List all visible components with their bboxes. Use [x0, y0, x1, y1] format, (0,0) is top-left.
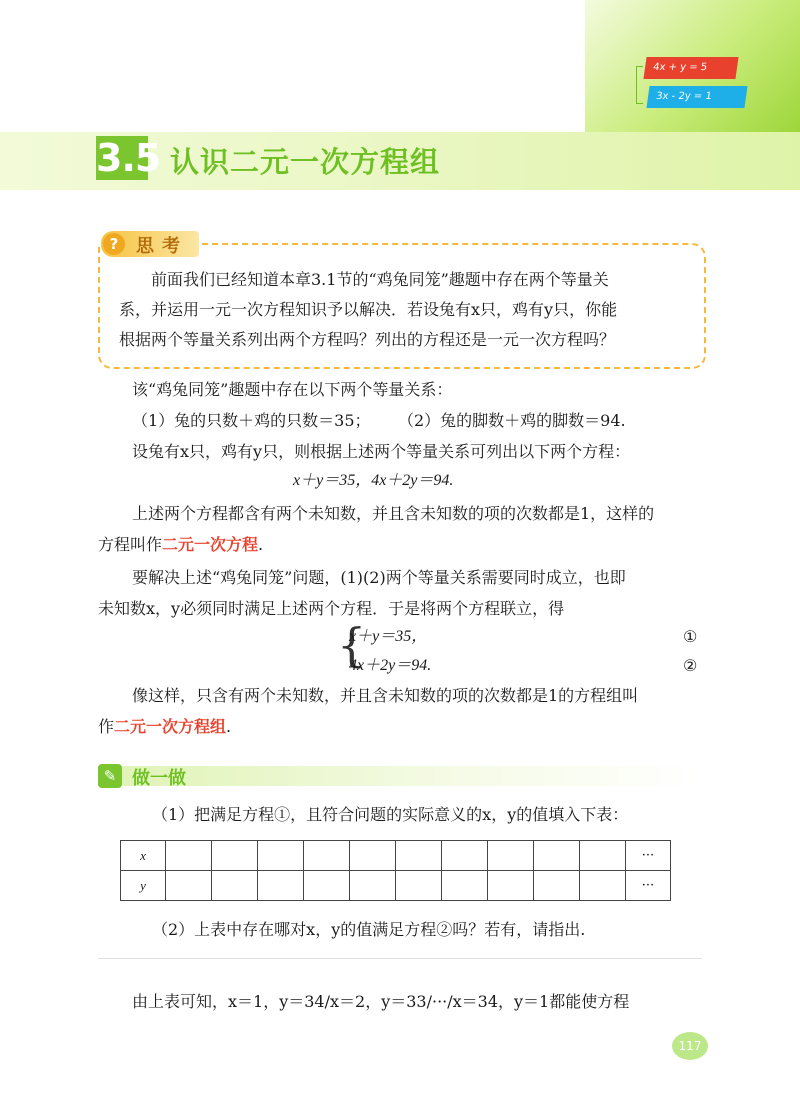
lightbulb-icon: ?: [103, 233, 125, 255]
row-label-y: y: [121, 871, 166, 901]
row-label-x: x: [121, 841, 166, 871]
ribbon-equation-1: 4x + y = 5: [643, 57, 738, 79]
doit-question-1: （1）把满足方程①，且符合问题的实际意义的x，y的值填入下表：: [152, 805, 629, 824]
section-title: 认识二元一次方程组: [170, 145, 441, 179]
table-cell: [488, 841, 534, 871]
table-cell: [580, 841, 626, 871]
think-line-1: 前面我们已经知道本章3.1节的“鸡兔同笼”趣题中存在两个等量关: [151, 270, 609, 289]
relation-1: （1）兔的只数＋鸡的只数＝35；: [132, 411, 371, 430]
system-brace: {: [337, 618, 367, 672]
paragraph-3b-prefix: 方程叫作: [98, 535, 163, 554]
term-linear-equation-two-vars: 二元一次方程: [162, 535, 259, 554]
section-number: 3.5: [96, 136, 161, 180]
table-cell: [304, 871, 350, 901]
table-cell: [350, 841, 396, 871]
paragraph-4a: 要解决上述“鸡兔同笼”问题，(1)(2)两个等量关系需要同时成立，也即: [132, 568, 626, 587]
table-cell: [442, 841, 488, 871]
paragraph-2: 设兔有x只，鸡有y只，则根据上述两个等量关系可列出以下两个方程：: [132, 442, 631, 461]
doit-label: 做一做: [132, 768, 186, 789]
equation-mark-2: ②: [683, 656, 698, 675]
table-cell: [534, 841, 580, 871]
paragraph-1: 该“鸡兔同笼”趣题中存在以下两个等量关系：: [132, 380, 453, 399]
relation-2: （2）兔的脚数＋鸡的脚数＝94.: [398, 411, 626, 430]
paragraph-5a: 像这样，只含有两个未知数，并且含未知数的项的次数都是1的方程组叫: [132, 686, 639, 705]
paragraph-5b-prefix: 作: [98, 717, 115, 736]
formula-pair: x＋y＝35，4x＋2y＝94.: [293, 472, 454, 489]
table-cell: [442, 871, 488, 901]
paragraph-5b: [98, 717, 231, 737]
doit-question-2: （2）上表中存在哪对x，y的值满足方程②吗？若有，请指出.: [152, 920, 586, 939]
think-line-3: 根据两个等量关系列出两个方程吗？列出的方程还是一元一次方程吗？: [119, 330, 616, 349]
equation-bracket: [636, 66, 643, 104]
think-label: 思考: [136, 236, 188, 257]
paragraph-3a: 上述两个方程都含有两个未知数，并且含未知数的项的次数都是1，这样的: [132, 504, 655, 523]
divider: [98, 958, 702, 959]
table-cell: [350, 871, 396, 901]
table-cell: [534, 871, 580, 901]
table-cell: [166, 871, 212, 901]
table-row: [121, 841, 671, 871]
paragraph-3b-suffix: .: [258, 535, 264, 554]
ribbon-equation-2: 3x - 2y = 1: [646, 86, 747, 108]
doit-bar: [98, 766, 698, 786]
table-cell: [304, 841, 350, 871]
table-cell: [258, 841, 304, 871]
table-cell: [580, 871, 626, 901]
table-cell: [396, 841, 442, 871]
table-cell: [166, 841, 212, 871]
table-row: [121, 871, 671, 901]
ellipsis-cell: ···: [626, 841, 671, 871]
system-equation-2: 4x＋2y＝94.: [349, 657, 432, 674]
table-cell: [212, 841, 258, 871]
page-number: 117: [672, 1032, 708, 1060]
value-table: [120, 840, 671, 901]
system-equation-1: x＋y＝35，: [349, 628, 428, 645]
think-line-2: 系，并运用一元一次方程知识予以解决．若设兔有x只，鸡有y只，你能: [119, 300, 618, 319]
table-cell: [488, 871, 534, 901]
paragraph-3b: [98, 535, 263, 555]
table-cell: [212, 871, 258, 901]
table-cell: [396, 871, 442, 901]
ellipsis-cell: ···: [626, 871, 671, 901]
paragraph-4b: 未知数x，y必须同时满足上述两个方程．于是将两个方程联立，得: [98, 599, 565, 618]
equation-mark-1: ①: [683, 627, 698, 646]
table-cell: [258, 871, 304, 901]
pencil-icon: ✎: [98, 764, 122, 788]
paragraph-5b-suffix: .: [226, 717, 232, 736]
footer-paragraph: 由上表可知，x＝1，y＝34/x＝2，y＝33/···/x＝34，y＝1都能使方程: [132, 992, 630, 1011]
term-linear-system-two-vars: 二元一次方程组: [114, 717, 227, 736]
